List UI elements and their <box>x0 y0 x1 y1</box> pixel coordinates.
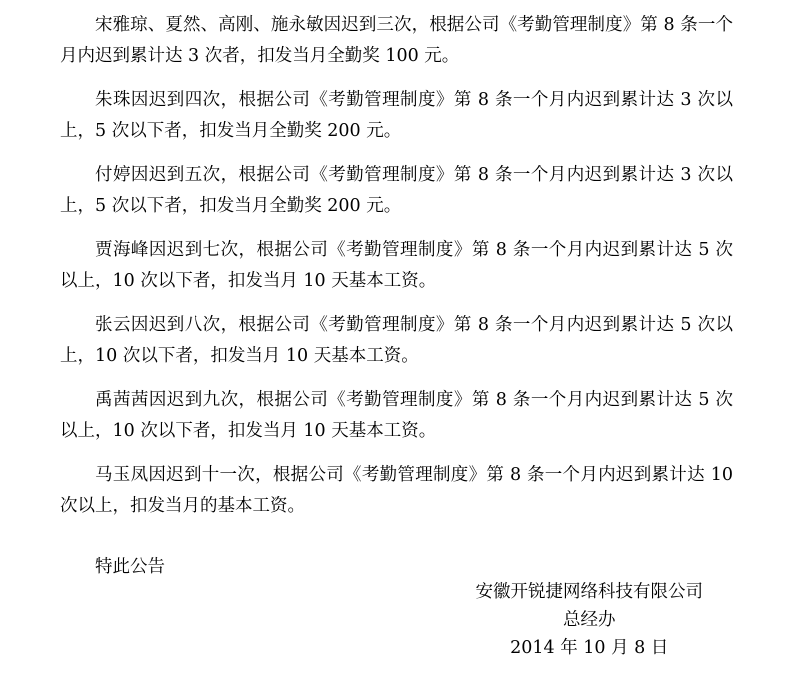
paragraph: 付婷因迟到五次，根据公司《考勤管理制度》第 8 条一个月内迟到累计达 3 次以上，5 次以下者，扣发当月全勤奖 200 元。 <box>60 165 733 216</box>
paragraph: 张云因迟到八次，根据公司《考勤管理制度》第 8 条一个月内迟到累计达 5 次以上，10 次以下者，扣发当月 10 天基本工资。 <box>60 315 733 366</box>
paragraph: 宋雅琼、夏然、高刚、施永敏因迟到三次，根据公司《考勤管理制度》第 8 条一个月内迟到累计达 3 次者，扣发当月全勤奖 100 元。 <box>60 15 733 66</box>
paragraph: 禹茜茜因迟到九次，根据公司《考勤管理制度》第 8 条一个月内迟到累计达 5 次以上，10 次以下者，扣发当月 10 天基本工资。 <box>60 390 733 441</box>
paragraph: 朱珠因迟到四次，根据公司《考勤管理制度》第 8 条一个月内迟到累计达 3 次以上，5 次以下者，扣发当月全勤奖 200 元。 <box>60 90 733 141</box>
closing-statement: 特此公告 <box>95 557 165 577</box>
signature-block <box>476 578 704 662</box>
paragraph: 贾海峰因迟到七次，根据公司《考勤管理制度》第 8 条一个月内迟到累计达 5 次以上，10 次以下者，扣发当月 10 天基本工资。 <box>60 240 733 291</box>
signature-date: 2014 年 10 月 8 日 <box>510 638 669 658</box>
signature-company: 安徽开锐捷网络科技有限公司 <box>475 582 703 602</box>
signature-department: 总经办 <box>563 610 616 630</box>
paragraph: 马玉凤因迟到十一次，根据公司《考勤管理制度》第 8 条一个月内迟到累计达 10 次以上，扣发当月的基本工资。 <box>60 465 733 516</box>
document-body <box>60 10 733 583</box>
